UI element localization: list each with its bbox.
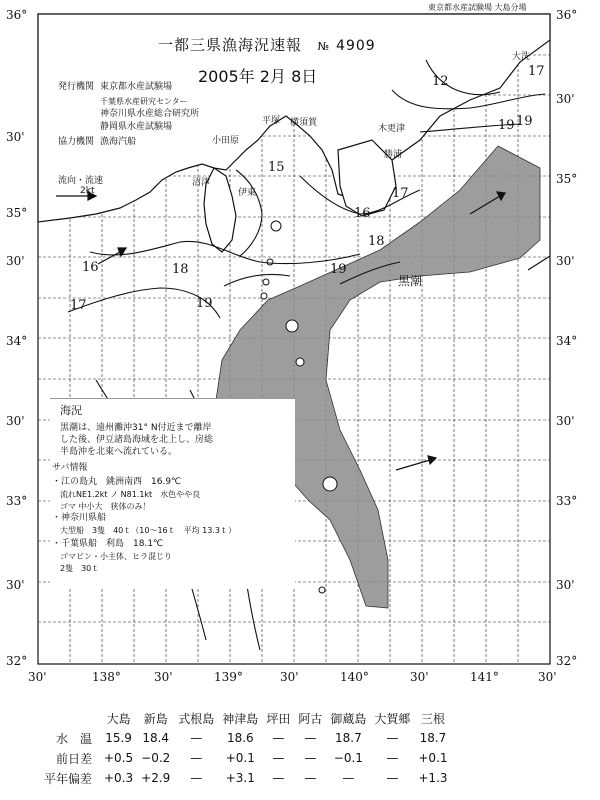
lat-label-right: 33° — [556, 494, 578, 508]
column-header: 坪田 — [266, 711, 291, 726]
place-kisarazu: 木更津 — [378, 124, 406, 134]
lat-label: 34° — [6, 334, 28, 348]
place-oarai: 大洗 — [512, 52, 531, 62]
publisher-label: 発行機関 — [58, 82, 95, 92]
lon-label: 140° — [340, 670, 369, 684]
fishing-line: 2隻 30ｔ — [52, 564, 100, 573]
table-cell: 18.7 — [334, 731, 362, 745]
lat-label-right: 36° — [556, 8, 578, 22]
condition-line: した後、伊豆諸島海域を北上し、房総 — [60, 435, 214, 445]
table-cell: — — [190, 731, 203, 745]
condition-heading: 海況 — [60, 404, 82, 417]
isotherm-label: 12 — [432, 74, 449, 89]
table-cell: 18.7 — [419, 731, 447, 745]
label-kuroshio: 黒潮 — [398, 274, 423, 288]
row-label: 水 温 — [55, 731, 92, 746]
lat-label-right: 35° — [556, 172, 578, 186]
column-header: 御蔵島 — [330, 711, 367, 726]
table-header-row — [8, 708, 452, 728]
table-cell: — — [304, 751, 317, 765]
hachijo-island — [323, 477, 337, 491]
isotherm-label: 19 — [498, 118, 515, 133]
isotherm-label: 16 — [82, 260, 99, 275]
fishing-heading: サバ情報 — [52, 463, 88, 473]
issue-number: 4909 — [336, 38, 376, 54]
fishing-line: 流れNE1.2kt ノ N81.1kt 水色やや良 — [52, 490, 201, 499]
publisher-item: 神奈川県水産総合研究所 — [100, 109, 200, 119]
column-header: 大賀郷 — [374, 711, 411, 726]
lat-label: 36° — [6, 8, 28, 22]
column-header: 式根島 — [178, 711, 215, 726]
water-temperature-table — [8, 708, 452, 788]
table-cell: — — [304, 731, 317, 745]
fishing-line: ゴマ 中小大 狭体のみ！ — [52, 502, 151, 511]
issue-date: 2005年 2月 8日 — [198, 67, 318, 86]
lat-label: 30' — [6, 130, 25, 144]
place-katsuura: 勝浦 — [384, 150, 403, 160]
isotherm-label: 17 — [70, 298, 87, 313]
lat-label: 30' — [6, 578, 25, 592]
coop-label: 協力機関 — [58, 137, 95, 147]
table-cell: — — [272, 771, 285, 785]
table-cell: +0.1 — [225, 751, 255, 765]
isotherm-label: 19 — [516, 114, 533, 129]
fishing-line: ・江の島丸 銚洲南西 16.9℃ — [52, 477, 182, 487]
flow-legend-label: 流向・流速 — [58, 176, 104, 186]
publisher-item: 東京都水産試験場 — [100, 82, 173, 92]
lon-label: 141° — [470, 670, 499, 684]
table-cell: — — [386, 751, 399, 765]
table-cell: +0.3 — [104, 771, 134, 785]
isotherm-label: 15 — [268, 160, 285, 175]
table-cell: — — [190, 751, 203, 765]
table-row — [8, 768, 452, 788]
table-cell: +0.1 — [418, 751, 448, 765]
miyake-island — [286, 320, 298, 332]
lon-label: 30' — [28, 670, 47, 684]
lat-label-right: 30' — [556, 578, 575, 592]
issue-prefix: № — [317, 40, 331, 53]
column-header: 阿古 — [298, 711, 323, 726]
place-ito: 伊東 — [238, 188, 257, 198]
lat-label: 30' — [6, 414, 25, 428]
column-header: 神津島 — [222, 711, 259, 726]
publisher-item: 千葉県水産研究センター — [100, 97, 188, 106]
table-cell: 18.6 — [226, 731, 254, 745]
condition-line: 黒潮は、遠州灘沖31° N付近まで離岸 — [60, 423, 212, 433]
row-label: 平年偏差 — [43, 771, 92, 786]
lon-label: 30' — [410, 670, 429, 684]
table-row — [8, 728, 452, 748]
publisher-item: 静岡県水産試験場 — [100, 122, 173, 132]
flow-legend-speed: 2kt — [80, 186, 95, 196]
table-cell: — — [304, 771, 317, 785]
lon-label: 30' — [280, 670, 299, 684]
table-row — [8, 748, 452, 768]
lat-label: 30' — [6, 254, 25, 268]
isotherm-label: 19 — [196, 296, 213, 311]
table-cell: +3.1 — [225, 771, 255, 785]
table-cell: 18.4 — [142, 731, 170, 745]
isotherm-label: 17 — [528, 64, 545, 79]
table-cell: — — [342, 771, 355, 785]
column-header: 新島 — [143, 711, 168, 726]
table-cell: — — [272, 751, 285, 765]
table-cell: — — [190, 771, 203, 785]
isotherm-label: 16 — [354, 206, 371, 221]
table-cell: 15.9 — [105, 731, 132, 745]
lat-label-right: 30' — [556, 254, 575, 268]
place-hiratsuka: 平塚 — [262, 116, 281, 126]
isotherm-label: 19 — [330, 262, 347, 277]
table-cell: — — [272, 731, 285, 745]
info-box — [50, 398, 295, 589]
row-label: 前日差 — [55, 751, 92, 766]
corner-label: 東京都水産試験場 大島分場 — [428, 3, 527, 12]
lat-label-right: 34° — [556, 334, 578, 348]
table-cell: — — [386, 771, 399, 785]
fishing-line: ・千葉県船 利島 18.1℃ — [52, 539, 164, 549]
fishing-line: 大型船 3隻 40ｔ（10〜16ｔ 平均 13.3ｔ） — [52, 526, 236, 535]
isotherm-label: 17 — [392, 186, 409, 201]
lon-label: 138° — [92, 670, 121, 684]
lon-label: 30' — [154, 670, 173, 684]
isotherm-label: 18 — [368, 234, 385, 249]
fishing-line: ・神奈川県船 — [52, 513, 107, 523]
coop-name: 漁海汽船 — [100, 137, 137, 147]
lat-label: 33° — [6, 494, 28, 508]
oshima-island — [271, 221, 281, 231]
table-cell: +0.5 — [104, 751, 134, 765]
lat-label: 32° — [6, 654, 28, 668]
column-header: 大島 — [106, 711, 131, 726]
table-cell: −0.1 — [333, 751, 363, 765]
table-cell: +1.3 — [418, 771, 448, 785]
table-cell: −0.2 — [141, 751, 171, 765]
place-yokosuka: 横須賀 — [290, 118, 318, 128]
table-corner — [8, 708, 100, 728]
lat-label: 35° — [6, 206, 28, 220]
bulletin-title — [158, 34, 376, 55]
lon-label: 30' — [538, 670, 557, 684]
lat-label-right: 30' — [556, 414, 575, 428]
table-cell: — — [386, 731, 399, 745]
column-header: 三根 — [420, 711, 445, 726]
condition-line: 半島沖を北東へ流れている。 — [60, 447, 178, 457]
title-text: 一都三県漁海況速報 — [158, 36, 303, 54]
place-odawara: 小田原 — [212, 136, 240, 146]
lat-label-right: 30' — [556, 92, 575, 106]
lat-label-right: 32° — [556, 654, 578, 668]
place-numazu: 沼津 — [192, 178, 211, 188]
isotherm-label: 18 — [172, 262, 189, 277]
fishing-line: ゴマビン・小主体、ヒラ混じり — [52, 552, 172, 561]
lon-label: 139° — [214, 670, 243, 684]
table-cell: +2.9 — [141, 771, 171, 785]
